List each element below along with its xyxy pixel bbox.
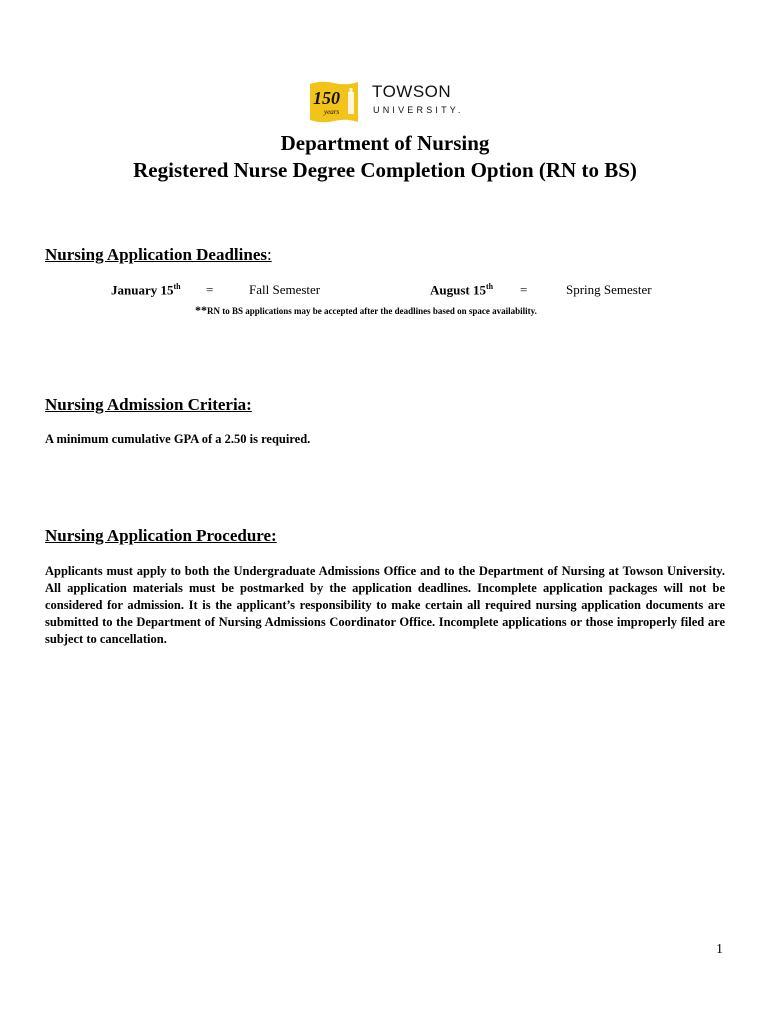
logo-subtitle: UNIVERSITY. [373,105,464,115]
badge-years: years [324,108,340,116]
deadlines-heading-text: Nursing Application Deadlines [45,245,267,264]
150-years-badge-icon [308,78,360,124]
badge-number: 150 [313,88,340,108]
deadline-date-suffix: th [486,282,494,291]
deadline-date-fall [111,282,181,298]
page-subtitle: Registered Nurse Degree Completion Option (RN to BS) [133,158,637,182]
deadlines-heading-colon: : [267,245,272,264]
deadline-date-suffix: th [173,282,181,291]
page-number: 1 [716,942,723,957]
deadlines-heading [45,245,272,265]
deadline-equals-spring: = [520,282,528,297]
deadline-equals-fall: = [206,282,214,297]
procedure-text: Applicants must apply to both the Undergraduate Admissions Office and to the Department of Nursing at Towson University. All application materials must be postmarked by the application deadlines. Incomplete application packages will not be considered for admission. It is the applicant’s responsibility to make certain all required nursing application documents are submitted to the Department of Nursing Admissions Coordinator Office. Incomplete applications or those improperly filed are subject to cancellation. [45,564,725,646]
note-stars: ** [195,303,207,317]
deadline-semester-spring: Spring Semester [566,282,652,297]
deadline-date-spring [430,282,493,298]
criteria-heading: Nursing Admission Criteria: [45,395,252,414]
deadline-date-text: January 15 [111,282,174,298]
procedure-heading: Nursing Application Procedure: [45,526,277,545]
note-text: RN to BS applications may be accepted after the deadlines based on space availability. [207,306,537,316]
criteria-text: A minimum cumulative GPA of a 2.50 is required. [45,432,311,446]
towson-logo [308,78,468,124]
deadline-note [195,303,537,318]
deadline-date-text: August 15 [430,282,486,298]
page-title: Department of Nursing [280,131,490,155]
deadline-semester-fall: Fall Semester [249,282,321,297]
logo-wordmark: TOWSON [372,82,452,101]
